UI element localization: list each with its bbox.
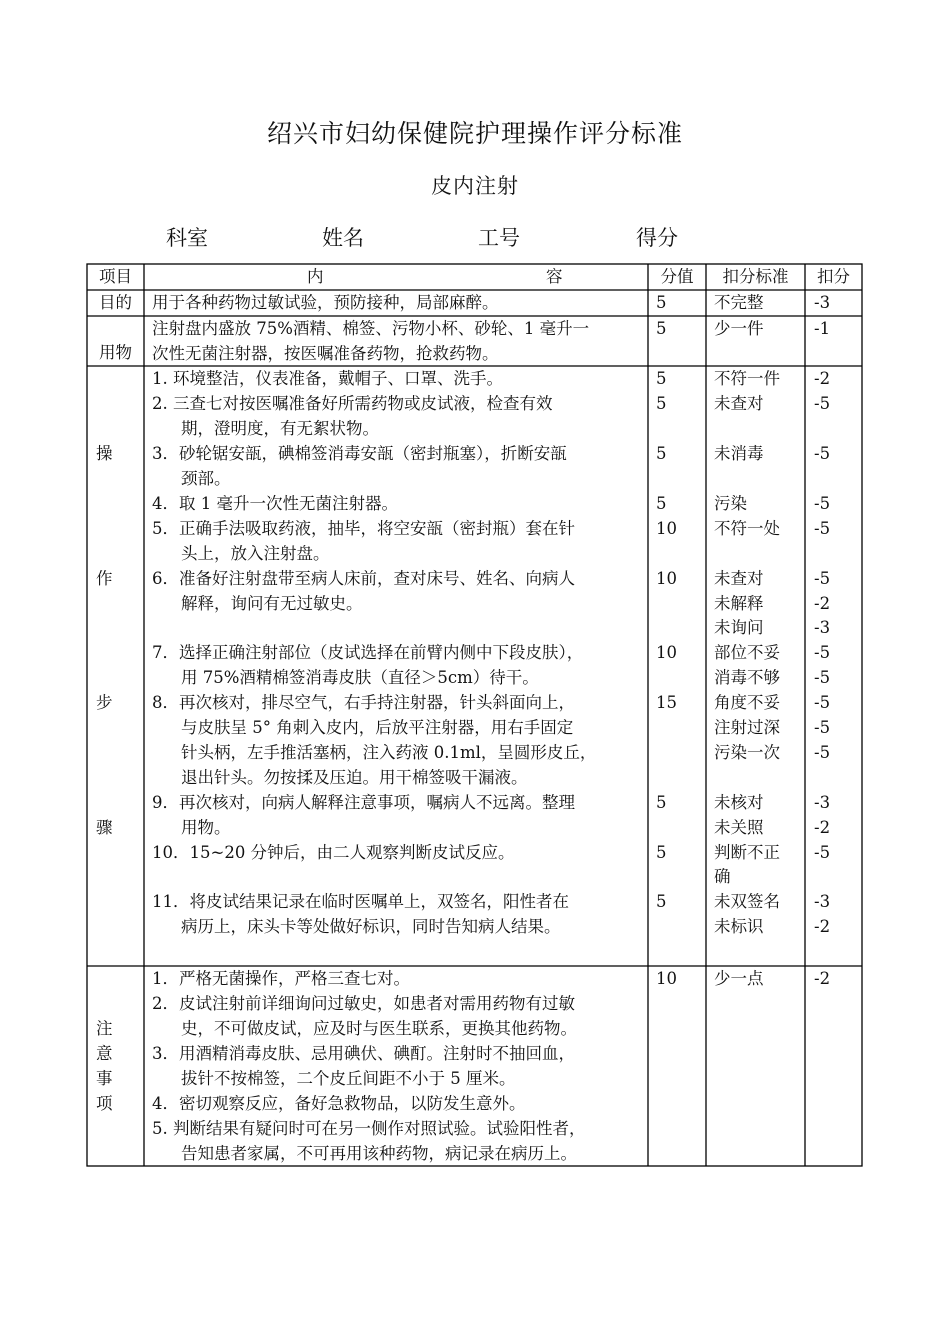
step-deduct: -5 <box>814 643 831 662</box>
name-label: 姓名 <box>322 226 364 250</box>
step-criteria: 注射过深 <box>714 718 780 737</box>
step-points: 10 <box>656 519 677 538</box>
step-points: 5 <box>656 494 667 513</box>
step-2-line1: 2. 三查七对按医嘱准备好所需药物或皮试液，检查有效 <box>152 394 553 413</box>
steps-label-char: 操 <box>96 444 113 463</box>
step-criteria: 未解释 <box>714 594 764 613</box>
step-6-line1: 6．准备好注射盘带至病人床前，查对床号、姓名、向病人 <box>152 569 575 588</box>
step-3-line2: 颈部。 <box>181 469 231 488</box>
step-4: 4．取 1 毫升一次性无菌注射器。 <box>152 494 398 513</box>
supplies-text-line1: 注射盘内盛放 75%酒精、棉签、污物小杯、砂轮、1 毫升一 <box>152 319 590 338</box>
step-points: 5 <box>656 444 667 463</box>
note-4: 4．密切观察反应，备好急救物品，以防发生意外。 <box>152 1094 526 1113</box>
notes-points: 10 <box>656 969 677 988</box>
note-2-line2: 史，不可做皮试，应及时与医生联系，更换其他药物。 <box>181 1019 577 1038</box>
step-deduct: -5 <box>814 693 831 712</box>
steps-label-char: 步 <box>96 693 113 712</box>
step-criteria: 不符一件 <box>714 369 780 388</box>
dept-label: 科室 <box>166 226 208 250</box>
header-item: 项目 <box>99 267 132 286</box>
header-points: 分值 <box>660 267 694 286</box>
step-criteria: 未双签名 <box>714 892 780 911</box>
id-label: 工号 <box>478 226 520 250</box>
purpose-points: 5 <box>656 293 667 312</box>
document-title: 绍兴市妇幼保健院护理操作评分标准 <box>266 119 683 148</box>
note-1: 1．严格无菌操作，严格三查七对。 <box>152 969 410 988</box>
step-5-line2: 头上，放入注射盘。 <box>181 544 330 563</box>
step-criteria: 消毒不够 <box>714 668 780 687</box>
step-deduct: -2 <box>814 917 831 936</box>
step-criteria: 未标识 <box>714 917 764 936</box>
step-criteria: 污染 <box>714 494 747 513</box>
step-1: 1. 环境整洁，仪表准备，戴帽子、口罩、洗手。 <box>152 369 503 388</box>
purpose-text: 用于各种药物过敏试验，预防接种，局部麻醉。 <box>152 293 499 312</box>
step-11-line1: 11．将皮试结果记录在临时医嘱单上，双签名，阳性者在 <box>152 892 569 911</box>
header-content-a: 内 <box>307 267 324 286</box>
notes-criteria: 少一点 <box>714 969 764 988</box>
step-deduct: -2 <box>814 369 831 388</box>
step-criteria: 判断不正 <box>714 843 780 862</box>
note-3-line2: 拔针不按棉签，二个皮丘间距不小于 5 厘米。 <box>181 1069 516 1088</box>
steps-label-char: 骤 <box>96 818 113 837</box>
notes-label-char: 注 <box>96 1019 113 1038</box>
step-8-line3: 针头柄，左手推活塞柄，注入药液 0.1ml，呈圆形皮丘， <box>181 743 597 762</box>
row-label-supplies: 用物 <box>99 343 132 362</box>
header-criteria: 扣分标准 <box>722 267 789 286</box>
step-deduct: -5 <box>814 569 831 588</box>
header-deduct: 扣分 <box>817 267 850 286</box>
notes-deduct: -2 <box>814 969 831 988</box>
step-deduct: -5 <box>814 519 831 538</box>
step-deduct: -2 <box>814 594 831 613</box>
step-deduct: -5 <box>814 668 831 687</box>
step-9-line1: 9．再次核对，向病人解释注意事项，嘱病人不远离。整理 <box>152 793 575 812</box>
step-criteria: 未询问 <box>714 618 764 637</box>
supplies-text-line2: 次性无菌注射器，按医嘱准备药物，抢救药物。 <box>152 344 499 363</box>
step-deduct: -3 <box>814 618 831 637</box>
step-deduct: -5 <box>814 444 831 463</box>
step-deduct: -5 <box>814 718 831 737</box>
step-deduct: -5 <box>814 743 831 762</box>
step-6-line2: 解释，询问有无过敏史。 <box>181 594 363 613</box>
step-points: 10 <box>656 643 677 662</box>
step-deduct: -3 <box>814 892 831 911</box>
step-points: 10 <box>656 569 677 588</box>
supplies-points: 5 <box>656 319 667 338</box>
step-8-line1: 8．再次核对，排尽空气，右手持注射器，针头斜面向上， <box>152 693 575 712</box>
step-5-line1: 5．正确手法吸取药液，抽毕，将空安瓿（密封瓶）套在针 <box>152 519 575 538</box>
notes-label-char: 意 <box>96 1044 113 1063</box>
step-deduct: -3 <box>814 793 831 812</box>
step-points: 5 <box>656 793 667 812</box>
step-criteria: 不符一处 <box>714 519 780 538</box>
note-5-line1: 5. 判断结果有疑问时可在另一侧作对照试验。试验阳性者， <box>152 1119 586 1138</box>
steps-label-char: 作 <box>96 569 113 588</box>
step-deduct: -5 <box>814 494 831 513</box>
step-10: 10．15~20 分钟后，由二人观察判断皮试反应。 <box>152 843 515 862</box>
step-criteria: 确 <box>714 867 731 886</box>
step-deduct: -2 <box>814 818 831 837</box>
step-criteria: 未核对 <box>714 793 764 812</box>
notes-label-char: 项 <box>96 1094 113 1113</box>
step-deduct: -5 <box>814 394 831 413</box>
supplies-deduct: -1 <box>814 319 831 338</box>
step-criteria: 未消毒 <box>714 444 764 463</box>
step-criteria: 角度不妥 <box>714 693 780 712</box>
row-label-purpose: 目的 <box>99 293 132 312</box>
header-content-b: 容 <box>546 267 563 286</box>
step-points: 5 <box>656 892 667 911</box>
purpose-deduct: -3 <box>814 293 831 312</box>
score-label: 得分 <box>636 226 678 250</box>
step-points: 15 <box>656 693 677 712</box>
step-3-line1: 3．砂轮锯安瓿，碘棉签消毒安瓿（密封瓶塞），折断安瓿 <box>152 444 567 463</box>
step-criteria: 未查对 <box>714 569 764 588</box>
step-points: 5 <box>656 394 667 413</box>
step-9-line2: 用物。 <box>181 818 231 837</box>
step-deduct: -5 <box>814 843 831 862</box>
supplies-criteria: 少一件 <box>714 319 764 338</box>
step-8-line2: 与皮肤呈 5° 角刺入皮内，后放平注射器，用右手固定 <box>181 718 574 737</box>
document-subtitle: 皮内注射 <box>431 174 519 198</box>
step-11-line2: 病历上，床头卡等处做好标识，同时告知病人结果。 <box>181 917 561 936</box>
note-2-line1: 2．皮试注射前详细询问过敏史，如患者对需用药物有过敏 <box>152 994 575 1013</box>
step-8-line4: 退出针头。勿按揉及压迫。用干棉签吸干漏液。 <box>181 768 528 787</box>
step-criteria: 污染一次 <box>714 743 780 762</box>
purpose-criteria: 不完整 <box>714 293 764 312</box>
note-3-line1: 3．用酒精消毒皮肤、忌用碘伏、碘酊。注射时不抽回血， <box>152 1044 575 1063</box>
step-criteria: 部位不妥 <box>714 643 780 662</box>
note-5-line2: 告知患者家属，不可再用该种药物，病记录在病历上。 <box>181 1144 577 1163</box>
step-points: 5 <box>656 369 667 388</box>
notes-label-char: 事 <box>96 1069 113 1088</box>
step-criteria: 未关照 <box>714 818 764 837</box>
step-criteria: 未查对 <box>714 394 764 413</box>
step-2-line2: 期，澄明度，有无絮状物。 <box>181 419 379 438</box>
step-7-line1: 7．选择正确注射部位（皮试选择在前臂内侧中下段皮肤）， <box>152 643 584 662</box>
step-7-line2: 用 75%酒精棉签消毒皮肤（直径＞5cm）待干。 <box>181 668 539 687</box>
step-points: 5 <box>656 843 667 862</box>
